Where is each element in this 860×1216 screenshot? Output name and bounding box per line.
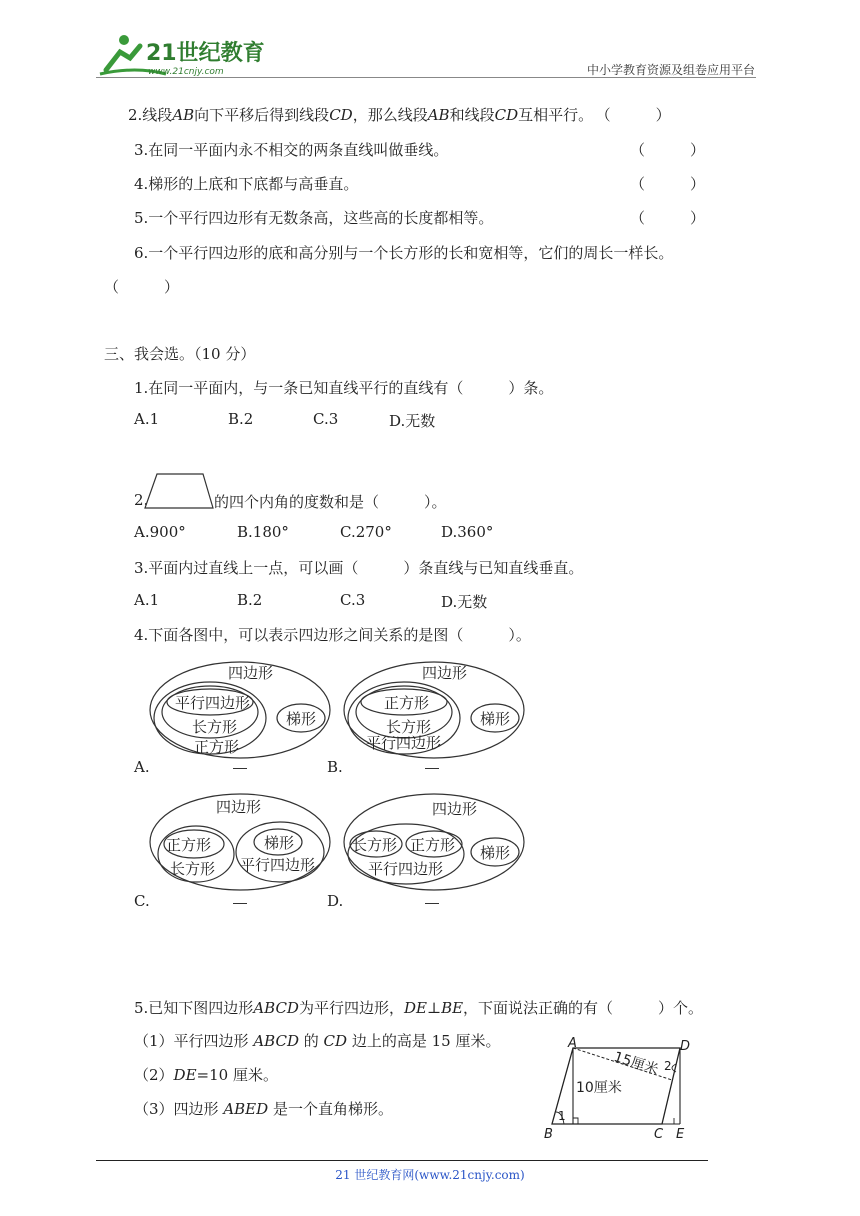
option: D.无数 [441, 593, 488, 611]
option: C.3 [340, 591, 366, 609]
choose-q2-num: 2. [134, 491, 149, 509]
svg-text:长方形: 长方形 [352, 836, 398, 854]
platform-name: 中小学教育资源及组卷应用平台 [586, 63, 755, 77]
answer-blank: （ ） [104, 278, 180, 296]
option: B.2 [228, 410, 254, 428]
judge-q2: 2.线段AB向下平移后得到线段CD，那么线段AB和线段CD互相平行。 （ ） [128, 106, 671, 124]
svg-text:正方形: 正方形 [166, 836, 212, 854]
choose-q3: 3.平面内过直线上一点，可以画（ ）条直线与已知直线垂直。 [134, 559, 584, 577]
option-c-label: C. [134, 892, 150, 910]
judge-q3: 3.在同一平面内永不相交的两条直线叫做垂线。 [134, 141, 449, 159]
statement-1: （1）平行四边形 ABCD 的 CD 边上的高是 15 厘米。 [134, 1032, 501, 1050]
statement-3: （3）四边形 ABED 是一个直角梯形。 [134, 1100, 393, 1118]
choose-q4: 4.下面各图中，可以表示四边形之间关系的是图（ ）。 [134, 626, 531, 644]
svg-text:15厘米: 15厘米 [611, 1049, 661, 1079]
venn-diagram-d [342, 792, 527, 892]
svg-text:梯形: 梯形 [480, 844, 511, 862]
svg-text:梯形: 梯形 [286, 710, 317, 728]
blank-underline [425, 768, 439, 769]
option: C.270° [340, 523, 392, 541]
svg-text:四边形: 四边形 [216, 798, 262, 816]
blank-underline [425, 903, 439, 904]
svg-text:正方形: 正方形 [194, 738, 240, 756]
svg-text:正方形: 正方形 [410, 836, 456, 854]
svg-text:长方形: 长方形 [192, 718, 238, 736]
svg-text:平行四边形: 平行四边形 [175, 694, 251, 712]
venn-diagram-c [148, 792, 333, 892]
judge-q6: 6.一个平行四边形的底和高分别与一个长方形的长和宽相等，它们的周长一样长。 [134, 244, 674, 262]
option: D.无数 [389, 412, 436, 430]
blank-underline [233, 903, 247, 904]
svg-text:E: E [676, 1127, 685, 1142]
judge-q4: 4.梯形的上底和下底都与高垂直。 [134, 175, 359, 193]
judge-q5: 5.一个平行四边形有无数条高，这些高的长度都相等。 [134, 209, 494, 227]
svg-text:梯形: 梯形 [480, 710, 511, 728]
statement-2: （2）DE=10 厘米。 [134, 1066, 278, 1084]
answer-blank: （ ） [630, 209, 706, 227]
parallelogram-figure [540, 1036, 700, 1148]
option-b-label: B. [327, 758, 343, 776]
option: A.1 [134, 410, 160, 428]
svg-text:平行四边形: 平行四边形 [366, 734, 442, 752]
svg-text:长方形: 长方形 [386, 718, 432, 736]
option: A.1 [134, 591, 160, 609]
header-divider [96, 77, 756, 78]
option: B.180° [237, 523, 289, 541]
answer-blank: （ ） [603, 106, 671, 124]
section-title: 三、我会选。（10 分） [104, 345, 256, 363]
logo-text: 21世纪教育 [146, 41, 265, 66]
svg-text:10厘米: 10厘米 [576, 1080, 622, 1096]
svg-text:C: C [654, 1127, 664, 1142]
svg-text:B: B [544, 1127, 553, 1142]
blank-underline [233, 768, 247, 769]
svg-text:正方形: 正方形 [384, 694, 430, 712]
svg-text:2: 2 [664, 1059, 672, 1073]
footer-link[interactable]: 21 世纪教育网(www.21cnjy.com) [335, 1168, 525, 1182]
venn-diagram-b [342, 660, 527, 760]
option-d-label: D. [327, 892, 344, 910]
svg-text:平行四边形: 平行四边形 [240, 856, 316, 874]
option: C.3 [313, 410, 339, 428]
answer-blank: （ ） [630, 141, 706, 159]
venn-diagram-a [148, 660, 333, 760]
site-logo [96, 30, 266, 80]
choose-q2: 的四个内角的度数和是（ ）。 [214, 493, 447, 511]
svg-text:长方形: 长方形 [170, 860, 216, 878]
choose-q5: 5.已知下图四边形ABCD为平行四边形，DE⊥BE，下面说法正确的有（ ）个。 [134, 999, 704, 1017]
logo-url: www.21cnjy.com [148, 67, 224, 77]
svg-text:四边形: 四边形 [432, 800, 478, 818]
runner-logo-icon [96, 30, 266, 80]
svg-text:平行四边形: 平行四边形 [368, 860, 444, 878]
svg-text:1: 1 [558, 1109, 566, 1123]
option: A.900° [134, 523, 186, 541]
footer-divider [96, 1160, 708, 1161]
svg-text:A: A [568, 1036, 577, 1051]
answer-blank: （ ） [630, 175, 706, 193]
choose-q1: 1.在同一平面内，与一条已知直线平行的直线有（ ）条。 [134, 379, 554, 397]
svg-text:四边形: 四边形 [228, 664, 274, 682]
svg-text:D: D [680, 1039, 691, 1054]
option: B.2 [237, 591, 263, 609]
svg-text:梯形: 梯形 [264, 834, 295, 852]
trapezoid-figure [143, 471, 215, 511]
option-a-label: A. [134, 758, 150, 776]
option: D.360° [441, 523, 494, 541]
svg-text:四边形: 四边形 [422, 664, 468, 682]
